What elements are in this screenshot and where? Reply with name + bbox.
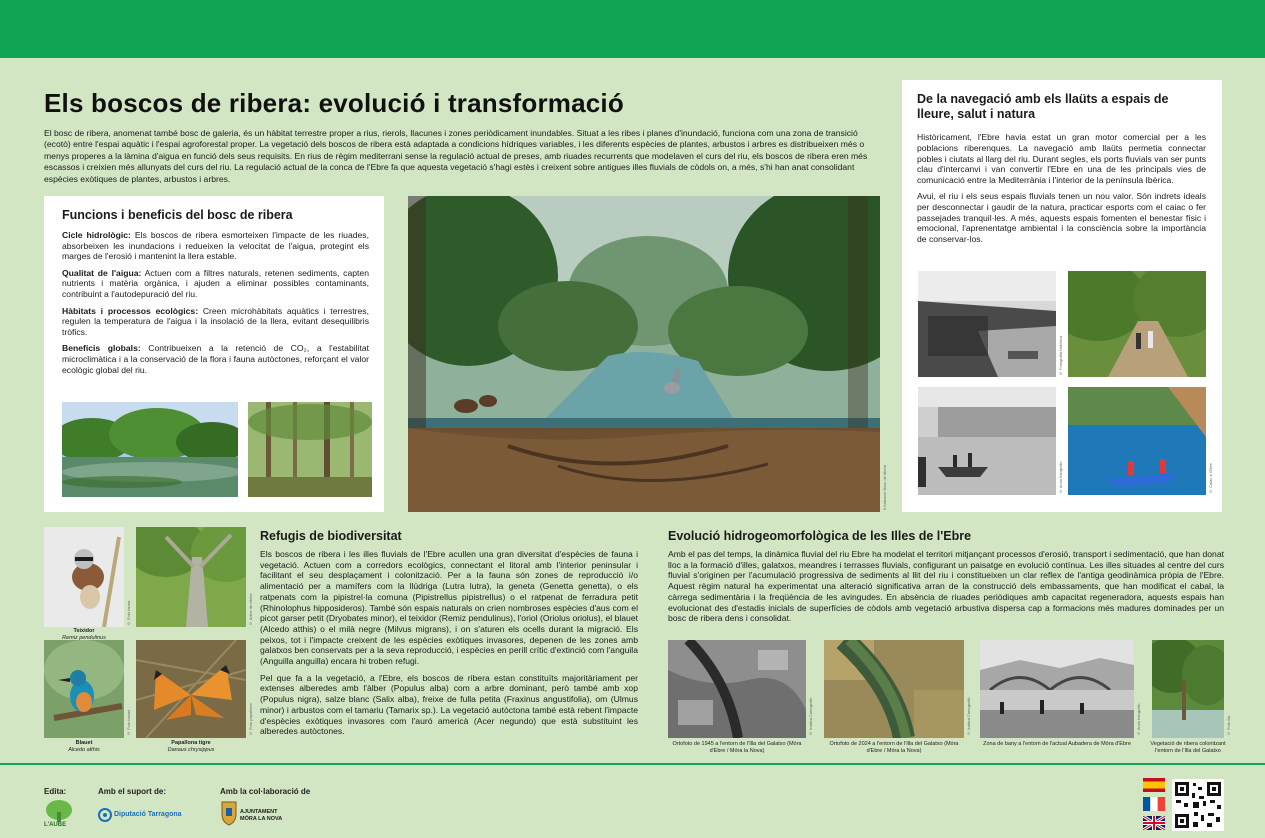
evolution-text: Amb el pas del temps, la dinàmica fluvial del riu Ebre ha modelat el territori mitjançant processos d'erosió, transport i sedimentació, que han donat lloc a la formació d'illes, galatxos, meandres i terrasses fluvials, configurant un paisatge en evolució contínua. Les illes situades al centre del curs fluvial s'originen per l'acumulació progressiva de sediments al llit del riu i constitueixen un clar reflex de l'antiga geodinàmica pròpia de l'Ebre. Aquest règim natural ha experimentat una alteració significativa arran de la construcció dels embassaments, que han modificat el cabal, la càrrega sedimentària i la freqüència de les avingudes. En absència de riuades periòdiques amb capacitat regeneradora, aquests espais han evolucionat des d'estadis inicials de superfícies de còdols amb vegetació arbustiva dispersa cap a formacions més madures dominades per un bosc de ribera dens i consolidat. bbox=[668, 549, 1224, 624]
species-caption: Papallona tigre Danaus chrysippus bbox=[167, 740, 215, 753]
forest-interior-photo bbox=[248, 402, 372, 497]
photo-credit: © Institut Cartogràfic bbox=[808, 697, 813, 736]
photo-credit: © Foto papallona bbox=[248, 703, 253, 736]
biodiversity-paragraph: Els boscos de ribera i les illes fluvials de l'Ebre acullen una gran diversitat d'espècies de fauna i vegetació. Actuen com a corredors ecològics, connectant el litoral amb l'interior peninsular i facilitant el seu desplaçament i colonització. Per a la fauna són zones de reproducció i/o alimentació per a mamífers com la llúdriga (Lutra lutra), la geneta (Genetta genetta), o els ratpenats com la pipistrel·la comuna (Pipistrellus pipistrellus) o el ratpenat de ferradura petit (Rhinolophus hipposideros). També són espais naturals on crien nombroses espècies d'aus com el picot garser petit (Dryobates minor), el teixidor (Remiz pendulinus), l'oriol (Oriolus oriolus), el blauet (Alcedo atthis) o el milà negre (Milvus migrans), i on s'aturen els ocells durant la migració. Els peixos, tot i l'impacte creixent de les espècies exòtiques invasores, depenen de les zones amb galatxos ben conservats per a la seva reproducció, i espècies en perill crític d'extinció com l'anguila (Anguilla anguilla) encara hi troben refugi. bbox=[260, 549, 638, 667]
spanish-flag-icon[interactable] bbox=[1143, 778, 1165, 792]
ajuntament-name-text: MÓRA LA NOVA bbox=[240, 816, 283, 822]
top-band bbox=[0, 0, 1265, 58]
biodiversity-paragraph: Pel que fa a la vegetació, a l'Ebre, els boscos de ribera estan constituïts majoritàriament per extenses alberedes amb l'àlber (Populus alba) com a arbre dominant, però també amb xop (Populus nigra), salze blanc (Salix alba), freixe de fulla petita (Fraxinus angustifolia), om (Ulmus minor) i arbustos com el tamariu (Tamarix sp.). La vegetació autòctona també està rebent l'impacte d'espècies exòtiques invasores com l'auró americà (Acer negundo) que està substituint les alberedes autòctones. bbox=[260, 672, 638, 737]
diputacio-logo-text: Diputació Tarragona bbox=[114, 811, 182, 818]
evolution-heading: Evolució hidrogeomorfològica de les Illes de l'Ebre bbox=[668, 529, 972, 543]
historic-boats-photo bbox=[918, 387, 1056, 495]
collaboracio-label: Amb la col·laboració de bbox=[220, 787, 311, 796]
illustration-credit: Il·lustració Bosc de ribera bbox=[882, 464, 887, 510]
photo-credit: © Fotografia històrica bbox=[1058, 335, 1063, 376]
orthophoto-1945 bbox=[668, 640, 806, 738]
ortho-2024-caption: Ortofoto de 2024 a l'entorn de l'Illa del Galatxo (Móra d'Ebre / Móra la Nova) bbox=[829, 741, 959, 754]
photo-credit: © Arbre de ribera bbox=[248, 593, 253, 626]
navigation-paragraph: Històricament, l'Ebre havia estat un gran motor comercial per a les poblacions riberenques. La navegació amb llaüts permetia connectar pobles i ciutats al llarg del riu. Durant segles, els ports fluvials van ser punts clau d'intercanvi i van convertir l'Ebre en una de les principals vies de comunicació entre la Mediterrània i l'interior de la península Ibèrica. bbox=[917, 132, 1206, 186]
riparian-forest-illustration bbox=[408, 196, 880, 512]
kingfisher-photo bbox=[44, 640, 124, 738]
island-caption: Vegetació de ribera colonitzant l'entorn de l'Illa del Galatxo bbox=[1150, 741, 1226, 754]
photo-credit: © Caiac a l'Ebre bbox=[1208, 463, 1213, 494]
ajuntament-text: AJUNTAMENT bbox=[240, 809, 278, 815]
photo-credit: © Foto illa bbox=[1226, 715, 1231, 736]
island-vegetation-photo bbox=[1152, 640, 1224, 738]
function-item: Hàbitats i processos ecològics: Creen microhàbitats aquàtics i terrestres, regulen la temperatura de l'aigua i la insolació de la llera, evitant desequilibris tròfics. bbox=[62, 305, 369, 337]
penduline-tit-photo bbox=[44, 527, 124, 627]
photo-credit: © Arxiu fotogràfic bbox=[1136, 703, 1141, 736]
functions-panel bbox=[44, 196, 384, 512]
historic-crowd-photo bbox=[918, 271, 1056, 377]
biodiversity-text bbox=[260, 549, 638, 743]
biodiversity-heading: Refugis de biodiversitat bbox=[260, 529, 402, 543]
photo-credit: © Institut Cartogràfic bbox=[966, 697, 971, 736]
photo-credit: © Arxiu fotogràfic bbox=[1058, 461, 1063, 494]
function-item: Cicle hidrològic: Els boscos de ribera esmorteixen l'impacte de les riuades, absorbeixen les inundacions i redueixen la velocitat de l'aigua, protegint els marges de l'erosió i mantenint la llera estable. bbox=[62, 230, 369, 262]
species-caption: Blauet Alcedo atthis bbox=[68, 740, 100, 753]
ajuntament-shield-icon bbox=[220, 800, 238, 826]
function-item: Beneficis globals: Contribueixen a la retenció de CO₂, a l'estabilitat microclimàtica i a la conservació de la flora i fauna autòctones, reforçant el valor ecològic global del riu. bbox=[62, 343, 370, 375]
laube-logo-text: L'AUBE bbox=[44, 822, 67, 828]
footer-separator bbox=[0, 763, 1265, 765]
french-flag-icon[interactable] bbox=[1143, 797, 1165, 811]
bathing-caption: Zona de bany a l'entorn de l'actual Aubadera de Móra d'Ebre bbox=[983, 741, 1131, 747]
ortho-1945-caption: Ortofoto de 1945 a l'entorn de l'Illa del Galatxo (Móra d'Ebre / Móra la Nova) bbox=[672, 741, 802, 754]
butterfly-photo bbox=[136, 640, 246, 738]
bathing-area-photo bbox=[980, 640, 1134, 738]
kayak-photo bbox=[1068, 387, 1206, 495]
intro-paragraph: El bosc de ribera, anomenat també bosc de galeria, és un hàbitat terrestre proper a rius, rierols, llacunes i zones periòdicament inundables. Situat a les ribes i planes d'inundació, funciona com una zona de transició (ecotò) entre l'espai aquàtic i l'espai agroforestal proper. La vegetació dels boscos de ribera està adaptada a condicions hídriques variables, i les diferents espècies de plantes, arbustos i arbres es distribueixen més o menys properes a la làmina d'aigua en funció dels seus requisits. En rius de règim mediterrani sense la regulació actual de preses, amb riuades recurrents que modelaven el curs del riu, els boscos de ribera eren més escassos i creixien més allunyats del curs del riu. La regulació actual de la conca de l'Ebre fa que aquesta vegetació s'hagi estès i creixent sobre antigues illes fluvials de còdols on, a més, s'hi han anat consolidant espècies exòtiques de plantes, arbustos i arbres. bbox=[44, 128, 868, 184]
navigation-paragraph: Avui, el riu i els seus espais fluvials tenen un nou valor. Són indrets ideals per desconnectar i gaudir de la natura, practicar esports com el caiac o fer passejades tranquil·les. A més, aquests espais fomenten el benestar físic i emocional, l'aprenentatge ambiental i la consciència sobre la importància de conservar-los. bbox=[917, 190, 1206, 245]
suport-label: Amb el suport de: bbox=[98, 787, 167, 796]
photo-credit: © Foto blauet bbox=[126, 709, 131, 736]
functions-photos bbox=[62, 402, 372, 497]
uk-flag-icon[interactable] bbox=[1143, 816, 1165, 830]
riverside-forest-photo bbox=[62, 402, 238, 497]
species-caption: Teixidor Remiz pendulinus bbox=[62, 628, 106, 641]
page-title: Els boscos de ribera: evolució i transformació bbox=[44, 88, 624, 118]
navigation-heading: De la navegació amb els llaüts a espais de lleure, salut i natura bbox=[917, 92, 1169, 121]
orthophoto-2024 bbox=[824, 640, 964, 738]
poplar-tree-photo bbox=[136, 527, 246, 627]
diputacio-logo-icon bbox=[98, 808, 112, 822]
edita-label: Edita: bbox=[44, 787, 67, 796]
photo-credit: © Foto fauna bbox=[126, 600, 131, 626]
qr-code-icon[interactable] bbox=[1172, 779, 1224, 831]
functions-heading: Funcions i beneficis del bosc de ribera bbox=[62, 208, 293, 222]
function-item: Qualitat de l'aigua: Actuen com a filtres naturals, retenen sediments, capten nutrients i matèria orgànica, i ajuden a eliminar possibles contaminants, contribuint a l'autodepuració del riu. bbox=[62, 267, 369, 299]
walking-path-photo bbox=[1068, 271, 1206, 377]
